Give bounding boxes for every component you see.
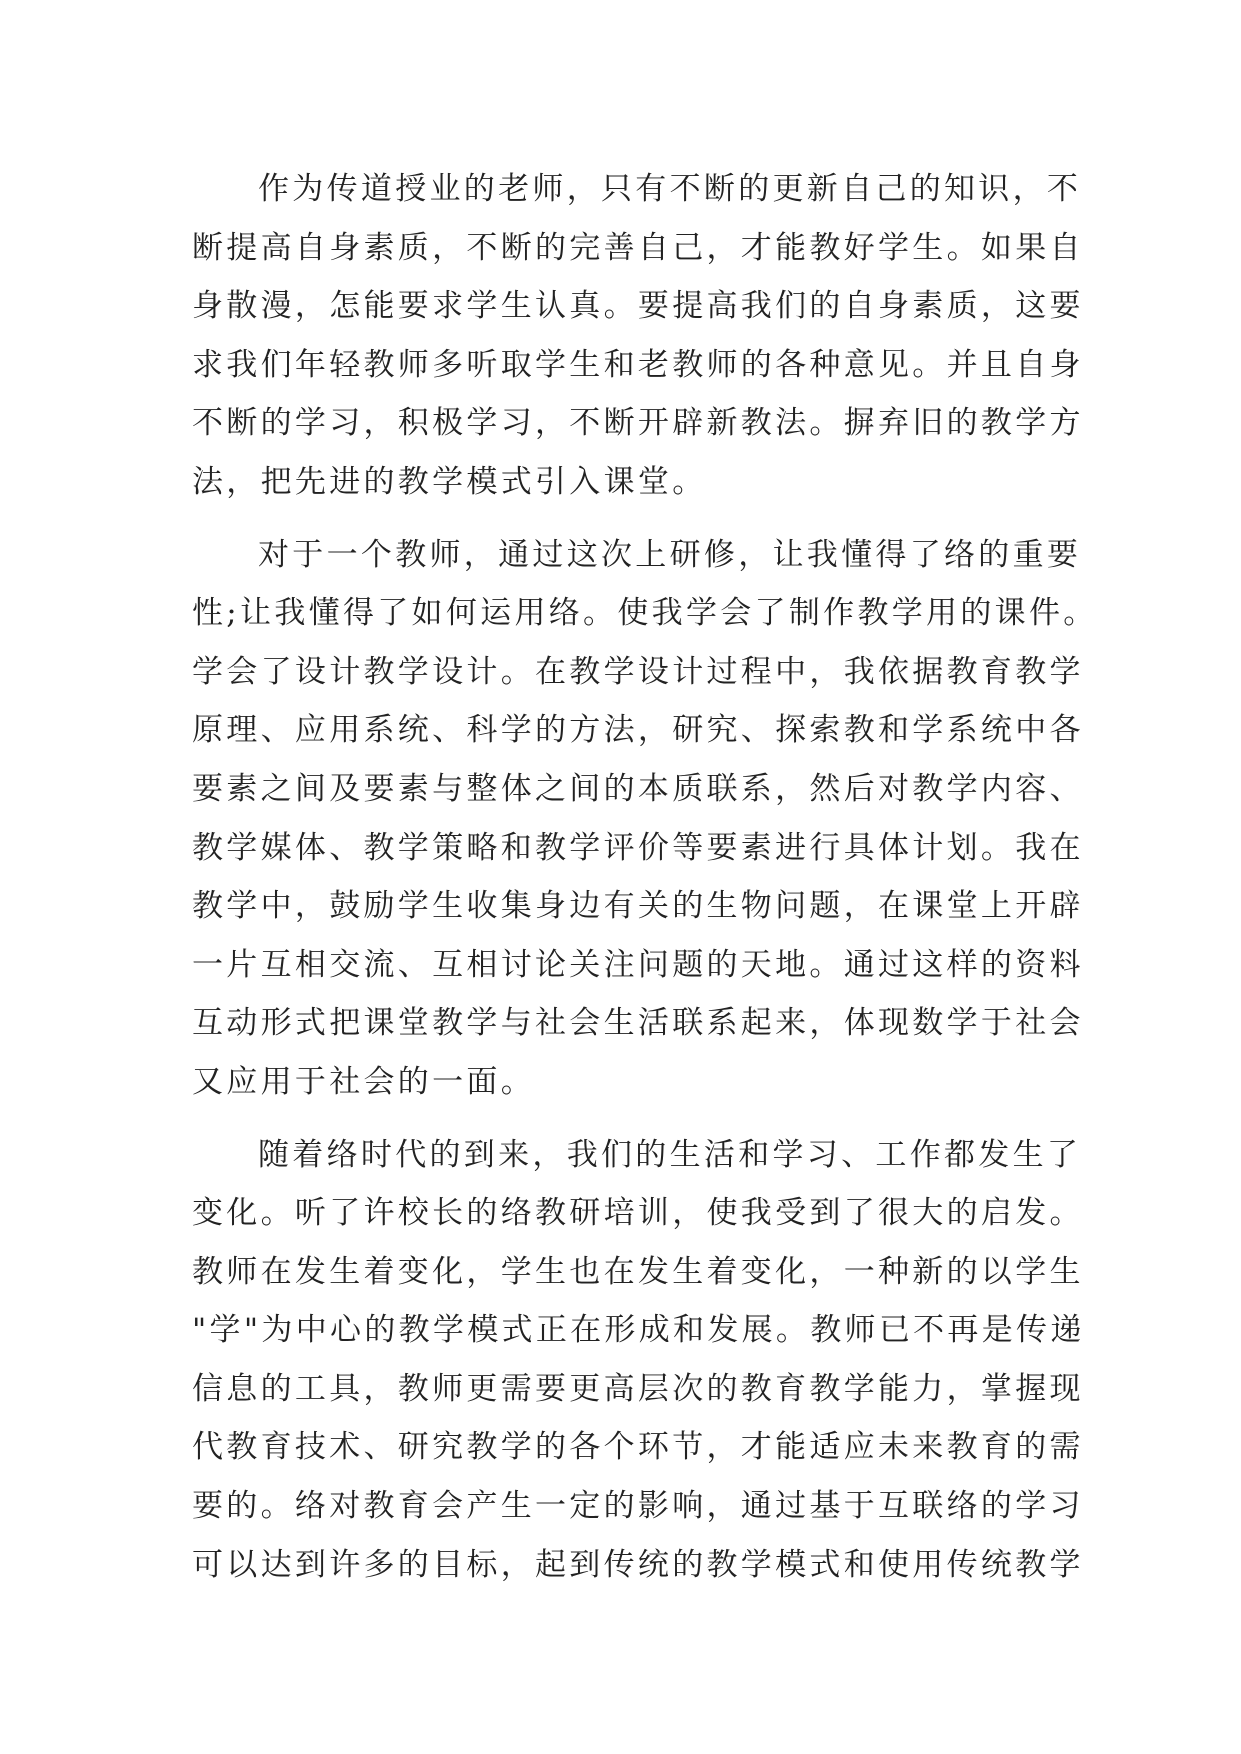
- text-line: 作为传道授业的老师，只有不断的更新自己的知识，不: [258, 171, 1082, 207]
- text-line: 原理、应用系统、科学的方法，研究、探索教和学系统中各: [192, 712, 1084, 749]
- text-line: 要的。络对教育会产生一定的影响，通过基于互联络的学习: [192, 1488, 1084, 1525]
- text-line: 不断的学习，积极学习，不断开辟新教法。摒弃旧的教学方: [192, 405, 1084, 442]
- text-line: 法，把先进的教学模式引入课堂。: [192, 463, 707, 500]
- text-line: 性;让我懂得了如何运用络。使我学会了制作教学用的课件。: [192, 595, 1098, 632]
- text-line: 随着络时代的到来，我们的生活和学习、工作都发生了: [258, 1136, 1082, 1173]
- text-line: 一片互相交流、互相讨论关注问题的天地。通过这样的资料: [192, 946, 1084, 983]
- text-line: 可以达到许多的目标，起到传统的教学模式和使用传统教学: [192, 1546, 1084, 1583]
- text-line: 又应用于社会的一面。: [192, 1063, 535, 1100]
- text-line: 代教育技术、研究教学的各个环节，才能适应未来教育的需: [192, 1429, 1084, 1466]
- paragraph-1: [192, 160, 1084, 512]
- paragraph-2: [192, 526, 1098, 1112]
- text-line: 教学媒体、教学策略和教学评价等要素进行具体计划。我在: [192, 829, 1084, 866]
- text-line: 断提高自身素质，不断的完善自己，才能教好学生。如果自: [192, 229, 1084, 266]
- text-line: "学"为中心的教学模式正在形成和发展。教师已不再是传递: [192, 1312, 1085, 1349]
- text-line: 互动形式把课堂教学与社会生活联系起来，体现数学于社会: [192, 1005, 1084, 1042]
- text-line: 教师在发生着变化，学生也在发生着变化，一种新的以学生: [192, 1253, 1084, 1290]
- text-line: 要素之间及要素与整体之间的本质联系，然后对教学内容、: [192, 770, 1084, 807]
- text-line: 教学中，鼓励学生收集身边有关的生物问题，在课堂上开辟: [192, 888, 1084, 925]
- text-line: 身散漫，怎能要求学生认真。要提高我们的自身素质，这要: [192, 288, 1084, 325]
- text-line: 求我们年轻教师多听取学生和老教师的各种意见。并且自身: [192, 346, 1084, 383]
- text-line: 学会了设计教学设计。在教学设计过程中，我依据教育教学: [192, 653, 1084, 690]
- paragraph-3: [192, 1126, 1085, 1595]
- document-body: [192, 160, 1098, 1594]
- text-line: 变化。听了许校长的络教研培训，使我受到了很大的启发。: [192, 1195, 1084, 1232]
- text-line: 对于一个教师，通过这次上研修，让我懂得了络的重要: [258, 536, 1082, 573]
- text-line: 信息的工具，教师更需要更高层次的教育教学能力，掌握现: [192, 1370, 1084, 1407]
